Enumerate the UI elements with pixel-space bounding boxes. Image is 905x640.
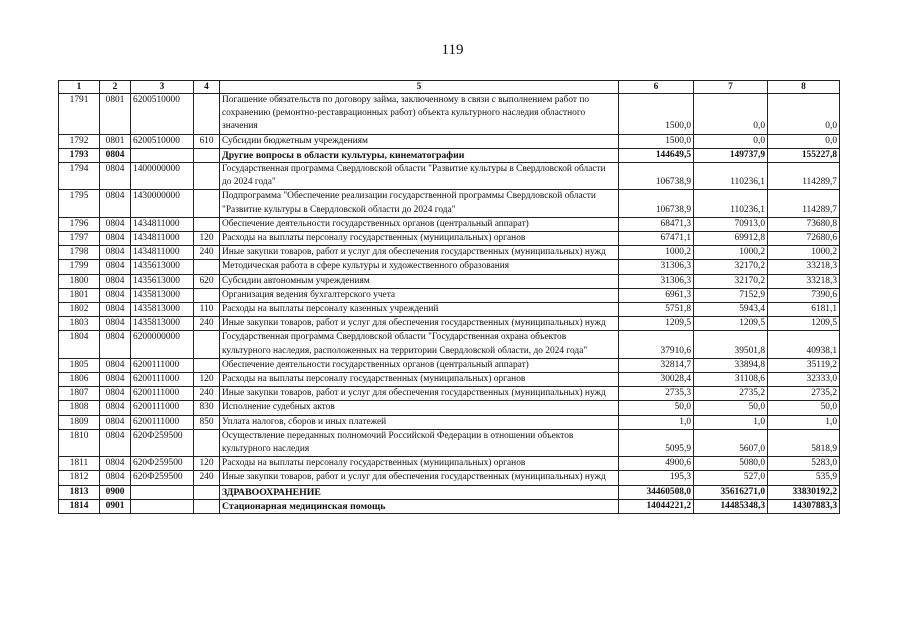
- row-number-cell: 1802: [59, 303, 100, 317]
- expense-type-cell: [194, 288, 220, 302]
- table-row: [59, 358, 840, 372]
- expense-type-cell: [194, 331, 220, 358]
- expense-type-cell: 850: [194, 415, 220, 429]
- row-number-cell: 1812: [59, 471, 100, 485]
- amount-year1-cell: 195,3: [619, 471, 694, 485]
- table-row: [59, 373, 840, 387]
- amount-year2-cell: 0,0: [694, 134, 768, 148]
- target-article-cell: 1435613000: [131, 260, 194, 274]
- expense-type-cell: 610: [194, 134, 220, 148]
- amount-year3-cell: 32333,0: [768, 373, 840, 387]
- section-code-cell: 0804: [100, 373, 131, 387]
- description-cell: Расходы на выплаты персоналу государственных (муниципальных) органов: [220, 232, 619, 246]
- amount-year3-cell: 535,9: [768, 471, 840, 485]
- amount-year3-cell: 33218,3: [768, 260, 840, 274]
- section-code-cell: 0804: [100, 331, 131, 358]
- amount-year2-cell: 32170,2: [694, 260, 768, 274]
- description-cell: Субсидии бюджетным учреждениям: [220, 134, 619, 148]
- target-article-cell: 6200111000: [131, 401, 194, 415]
- row-number-cell: 1797: [59, 232, 100, 246]
- section-code-cell: 0804: [100, 457, 131, 471]
- table-row: [59, 246, 840, 260]
- section-code-cell: 0804: [100, 429, 131, 456]
- amount-year1-cell: 4900,6: [619, 457, 694, 471]
- description-cell: Организация ведения бухгалтерского учета: [220, 288, 619, 302]
- amount-year3-cell: 50,0: [768, 401, 840, 415]
- target-article-cell: 6200111000: [131, 387, 194, 401]
- amount-year3-cell: 5283,0: [768, 457, 840, 471]
- expense-type-cell: 240: [194, 246, 220, 260]
- page-number: 119: [441, 42, 464, 58]
- expense-type-cell: 240: [194, 387, 220, 401]
- target-article-cell: 1430000000: [131, 190, 194, 217]
- row-number-cell: 1809: [59, 415, 100, 429]
- amount-year2-cell: 50,0: [694, 401, 768, 415]
- expense-type-cell: [194, 148, 220, 162]
- table-row: [59, 387, 840, 401]
- description-cell: Другие вопросы в области культуры, кинематографии: [220, 148, 619, 162]
- amount-year3-cell: 155227,8: [768, 148, 840, 162]
- expense-type-cell: [194, 163, 220, 190]
- table-header-row: [59, 81, 840, 94]
- description-cell: Иные закупки товаров, работ и услуг для обеспечения государственных (муниципальных) нужд: [220, 246, 619, 260]
- description-cell: Расходы на выплаты персоналу государственных (муниципальных) органов: [220, 373, 619, 387]
- table-row: [59, 134, 840, 148]
- amount-year2-cell: 5080,0: [694, 457, 768, 471]
- amount-year1-cell: 5751,8: [619, 303, 694, 317]
- target-article-cell: 1434811000: [131, 232, 194, 246]
- section-code-cell: 0804: [100, 317, 131, 331]
- section-code-cell: 0804: [100, 415, 131, 429]
- expense-type-cell: 830: [194, 401, 220, 415]
- amount-year3-cell: 73680,8: [768, 217, 840, 231]
- row-number-cell: 1805: [59, 358, 100, 372]
- section-code-cell: 0804: [100, 303, 131, 317]
- row-number-cell: 1795: [59, 190, 100, 217]
- section-code-cell: 0900: [100, 485, 131, 499]
- amount-year2-cell: 7152,9: [694, 288, 768, 302]
- expense-type-cell: [194, 485, 220, 499]
- expense-type-cell: 120: [194, 457, 220, 471]
- amount-year1-cell: 106738,9: [619, 163, 694, 190]
- section-code-cell: 0804: [100, 163, 131, 190]
- amount-year2-cell: 31108,6: [694, 373, 768, 387]
- amount-year1-cell: 144649,5: [619, 148, 694, 162]
- table-row: [59, 415, 840, 429]
- expense-type-cell: 620: [194, 274, 220, 288]
- section-code-cell: 0801: [100, 134, 131, 148]
- target-article-cell: 6200510000: [131, 94, 194, 135]
- row-number-cell: 1807: [59, 387, 100, 401]
- expense-type-cell: 120: [194, 373, 220, 387]
- target-article-cell: 6200111000: [131, 358, 194, 372]
- section-code-cell: 0804: [100, 358, 131, 372]
- amount-year3-cell: 7390,6: [768, 288, 840, 302]
- table-row: [59, 94, 840, 135]
- target-article-cell: 6200111000: [131, 373, 194, 387]
- description-cell: Государственная программа Свердловской области "Государственная охрана объектов культурного наследия, расположенных на территории Свердловской области, до 2024 года": [220, 331, 619, 358]
- amount-year3-cell: 5818,9: [768, 429, 840, 456]
- amount-year3-cell: 0,0: [768, 94, 840, 135]
- table-body: [59, 94, 840, 514]
- table-row: [59, 499, 840, 513]
- budget-table: [58, 80, 840, 514]
- section-code-cell: 0804: [100, 246, 131, 260]
- description-cell: Стационарная медицинская помощь: [220, 499, 619, 513]
- amount-year2-cell: 527,0: [694, 471, 768, 485]
- description-cell: Обеспечение деятельности государственных органов (центральный аппарат): [220, 358, 619, 372]
- table-row: [59, 429, 840, 456]
- amount-year1-cell: 1,0: [619, 415, 694, 429]
- expense-type-cell: [194, 94, 220, 135]
- column-header: 3: [131, 81, 194, 94]
- expense-type-cell: [194, 499, 220, 513]
- amount-year3-cell: 1000,2: [768, 246, 840, 260]
- row-number-cell: 1810: [59, 429, 100, 456]
- target-article-cell: [131, 485, 194, 499]
- target-article-cell: [131, 499, 194, 513]
- amount-year1-cell: 14044221,2: [619, 499, 694, 513]
- row-number-cell: 1791: [59, 94, 100, 135]
- table-row: [59, 331, 840, 358]
- amount-year3-cell: 114289,7: [768, 163, 840, 190]
- target-article-cell: 1435813000: [131, 303, 194, 317]
- table-row: [59, 232, 840, 246]
- expense-type-cell: 240: [194, 317, 220, 331]
- amount-year1-cell: 1209,5: [619, 317, 694, 331]
- amount-year3-cell: 2735,2: [768, 387, 840, 401]
- column-header: 1: [59, 81, 100, 94]
- target-article-cell: 6200510000: [131, 134, 194, 148]
- amount-year3-cell: 1,0: [768, 415, 840, 429]
- amount-year2-cell: 33894,8: [694, 358, 768, 372]
- description-cell: Осуществление переданных полномочий Российской Федерации в отношении объектов культурного наследия: [220, 429, 619, 456]
- target-article-cell: 6200000000: [131, 331, 194, 358]
- column-header: 2: [100, 81, 131, 94]
- description-cell: Обеспечение деятельности государственных органов (центральный аппарат): [220, 217, 619, 231]
- row-number-cell: 1804: [59, 331, 100, 358]
- section-code-cell: 0804: [100, 217, 131, 231]
- column-header: 5: [220, 81, 619, 94]
- target-article-cell: 1434811000: [131, 246, 194, 260]
- table-row: [59, 163, 840, 190]
- amount-year1-cell: 32814,7: [619, 358, 694, 372]
- amount-year2-cell: 5607,0: [694, 429, 768, 456]
- amount-year2-cell: 1000,2: [694, 246, 768, 260]
- section-code-cell: 0804: [100, 190, 131, 217]
- amount-year3-cell: 114289,7: [768, 190, 840, 217]
- row-number-cell: 1814: [59, 499, 100, 513]
- table-row: [59, 303, 840, 317]
- description-cell: Иные закупки товаров, работ и услуг для обеспечения государственных (муниципальных) нужд: [220, 387, 619, 401]
- amount-year3-cell: 0,0: [768, 134, 840, 148]
- amount-year1-cell: 2735,3: [619, 387, 694, 401]
- amount-year3-cell: 6181,1: [768, 303, 840, 317]
- amount-year3-cell: 1209,5: [768, 317, 840, 331]
- amount-year1-cell: 1500,0: [619, 94, 694, 135]
- amount-year2-cell: 2735,2: [694, 387, 768, 401]
- row-number-cell: 1794: [59, 163, 100, 190]
- amount-year2-cell: 69912,8: [694, 232, 768, 246]
- table-row: [59, 190, 840, 217]
- section-code-cell: 0804: [100, 288, 131, 302]
- amount-year1-cell: 34460508,0: [619, 485, 694, 499]
- target-article-cell: [131, 148, 194, 162]
- row-number-cell: 1811: [59, 457, 100, 471]
- amount-year3-cell: 33218,3: [768, 274, 840, 288]
- column-header: 7: [694, 81, 768, 94]
- row-number-cell: 1808: [59, 401, 100, 415]
- column-header: 4: [194, 81, 220, 94]
- description-cell: Уплата налогов, сборов и иных платежей: [220, 415, 619, 429]
- table-row: [59, 457, 840, 471]
- row-number-cell: 1801: [59, 288, 100, 302]
- amount-year1-cell: 6961,3: [619, 288, 694, 302]
- description-cell: Расходы на выплаты персоналу государственных (муниципальных) органов: [220, 457, 619, 471]
- row-number-cell: 1798: [59, 246, 100, 260]
- section-code-cell: 0804: [100, 148, 131, 162]
- expense-type-cell: 110: [194, 303, 220, 317]
- target-article-cell: 620Ф259500: [131, 457, 194, 471]
- section-code-cell: 0804: [100, 274, 131, 288]
- amount-year1-cell: 5095,9: [619, 429, 694, 456]
- target-article-cell: 1435813000: [131, 317, 194, 331]
- section-code-cell: 0804: [100, 471, 131, 485]
- section-code-cell: 0804: [100, 260, 131, 274]
- target-article-cell: 620Ф259500: [131, 471, 194, 485]
- amount-year1-cell: 106738,9: [619, 190, 694, 217]
- amount-year2-cell: 35616271,0: [694, 485, 768, 499]
- target-article-cell: 1434811000: [131, 217, 194, 231]
- amount-year2-cell: 70913,0: [694, 217, 768, 231]
- table-row: [59, 288, 840, 302]
- expense-type-cell: [194, 217, 220, 231]
- table-row: [59, 260, 840, 274]
- section-code-cell: 0804: [100, 232, 131, 246]
- amount-year3-cell: 14307883,3: [768, 499, 840, 513]
- target-article-cell: 1400000000: [131, 163, 194, 190]
- column-header: 8: [768, 81, 840, 94]
- target-article-cell: 1435813000: [131, 288, 194, 302]
- section-code-cell: 0901: [100, 499, 131, 513]
- table-row: [59, 471, 840, 485]
- expense-type-cell: [194, 190, 220, 217]
- target-article-cell: 6200111000: [131, 415, 194, 429]
- description-cell: Государственная программа Свердловской области "Развитие культуры в Свердловской области до 2024 года": [220, 163, 619, 190]
- row-number-cell: 1803: [59, 317, 100, 331]
- table-row: [59, 148, 840, 162]
- description-cell: Иные закупки товаров, работ и услуг для обеспечения государственных (муниципальных) нужд: [220, 317, 619, 331]
- table-row: [59, 317, 840, 331]
- amount-year3-cell: 35119,2: [768, 358, 840, 372]
- description-cell: Подпрограмма "Обеспечение реализации государственной программы Свердловской области "Развитие культуры в Свердловской области до 2024 года": [220, 190, 619, 217]
- amount-year1-cell: 30028,4: [619, 373, 694, 387]
- amount-year1-cell: 50,0: [619, 401, 694, 415]
- description-cell: Субсидии автономным учреждениям: [220, 274, 619, 288]
- amount-year2-cell: 39501,8: [694, 331, 768, 358]
- amount-year3-cell: 33830192,2: [768, 485, 840, 499]
- amount-year2-cell: 14485348,3: [694, 499, 768, 513]
- expense-type-cell: 240: [194, 471, 220, 485]
- description-cell: ЗДРАВООХРАНЕНИЕ: [220, 485, 619, 499]
- row-number-cell: 1806: [59, 373, 100, 387]
- table-row: [59, 274, 840, 288]
- expense-type-cell: [194, 429, 220, 456]
- amount-year2-cell: 110236,1: [694, 163, 768, 190]
- description-cell: Иные закупки товаров, работ и услуг для обеспечения государственных (муниципальных) нужд: [220, 471, 619, 485]
- row-number-cell: 1799: [59, 260, 100, 274]
- column-header: 6: [619, 81, 694, 94]
- amount-year3-cell: 72680,6: [768, 232, 840, 246]
- expense-type-cell: 120: [194, 232, 220, 246]
- amount-year2-cell: 1,0: [694, 415, 768, 429]
- description-cell: Погашение обязательств по договору займа, заключенному в связи с выполнением работ по сохранению (ремонтно-реставрационных работ) объекта культурного наследия областного значения: [220, 94, 619, 135]
- amount-year1-cell: 1000,2: [619, 246, 694, 260]
- expense-type-cell: [194, 260, 220, 274]
- target-article-cell: 620Ф259500: [131, 429, 194, 456]
- section-code-cell: 0801: [100, 94, 131, 135]
- amount-year1-cell: 31306,3: [619, 260, 694, 274]
- row-number-cell: 1800: [59, 274, 100, 288]
- amount-year1-cell: 31306,3: [619, 274, 694, 288]
- amount-year2-cell: 1209,5: [694, 317, 768, 331]
- section-code-cell: 0804: [100, 401, 131, 415]
- amount-year1-cell: 67471,1: [619, 232, 694, 246]
- amount-year1-cell: 37910,6: [619, 331, 694, 358]
- amount-year2-cell: 32170,2: [694, 274, 768, 288]
- description-cell: Методическая работа в сфере культуры и художественного образования: [220, 260, 619, 274]
- amount-year2-cell: 5943,4: [694, 303, 768, 317]
- section-code-cell: 0804: [100, 387, 131, 401]
- row-number-cell: 1793: [59, 148, 100, 162]
- table-row: [59, 217, 840, 231]
- amount-year2-cell: 149737,9: [694, 148, 768, 162]
- amount-year2-cell: 0,0: [694, 94, 768, 135]
- expense-type-cell: [194, 358, 220, 372]
- amount-year1-cell: 1500,0: [619, 134, 694, 148]
- description-cell: Исполнение судебных актов: [220, 401, 619, 415]
- row-number-cell: 1796: [59, 217, 100, 231]
- row-number-cell: 1792: [59, 134, 100, 148]
- amount-year1-cell: 68471,3: [619, 217, 694, 231]
- target-article-cell: 1435613000: [131, 274, 194, 288]
- amount-year3-cell: 40938,1: [768, 331, 840, 358]
- description-cell: Расходы на выплаты персоналу казенных учреждений: [220, 303, 619, 317]
- row-number-cell: 1813: [59, 485, 100, 499]
- table-row: [59, 401, 840, 415]
- amount-year2-cell: 110236,1: [694, 190, 768, 217]
- table-row: [59, 485, 840, 499]
